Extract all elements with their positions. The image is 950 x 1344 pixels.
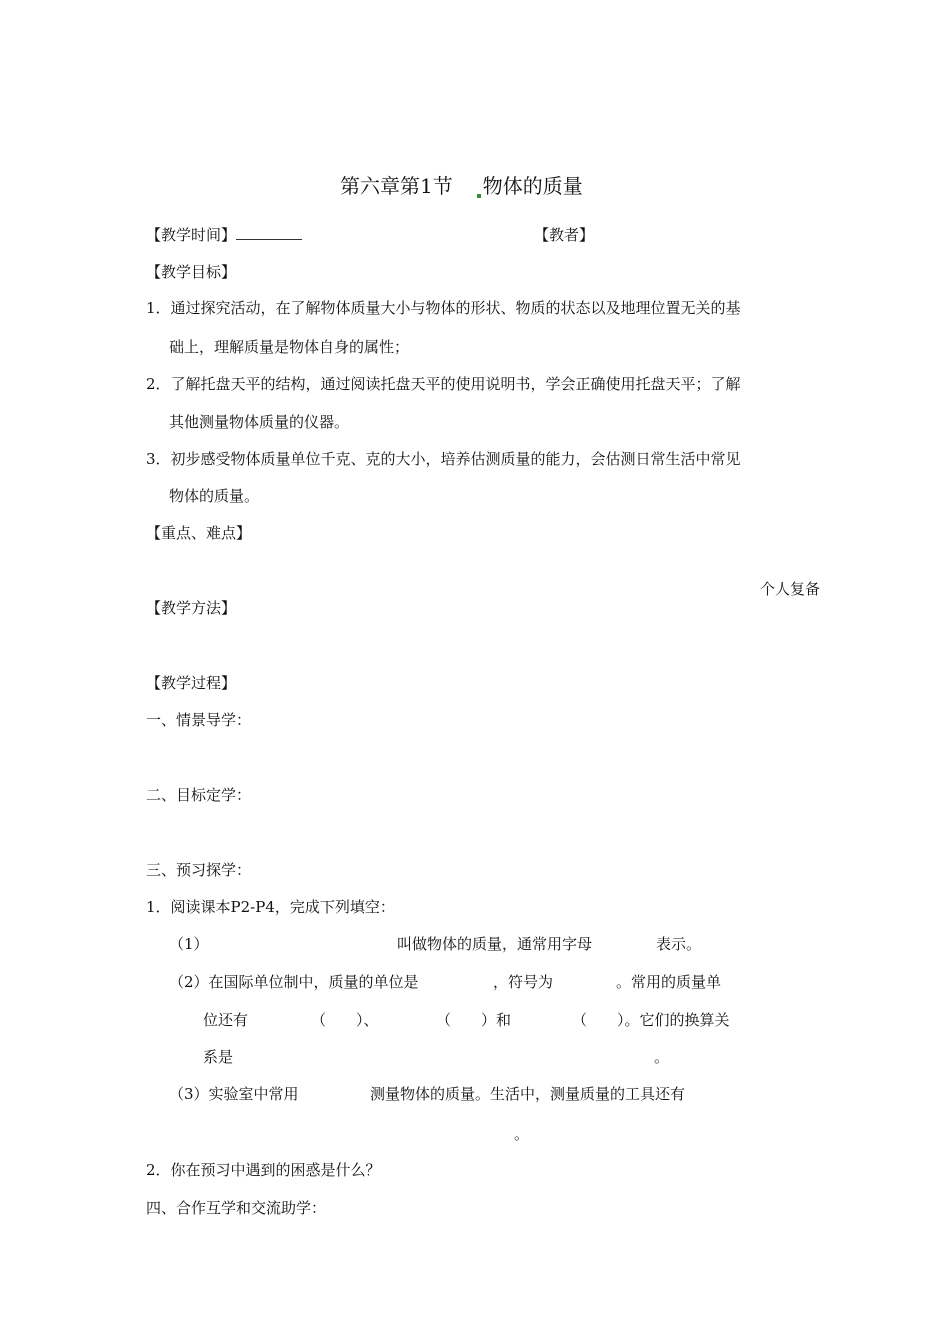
goal-2-line-2: 其他测量物体质量的仪器。 <box>169 413 350 431</box>
q1-2-text-g: （ ）。它们的换算关 <box>572 1011 730 1029</box>
goal-1-line-2: 础上，理解质量是物体自身的属性； <box>169 338 410 356</box>
goals-heading: 【教学目标】 <box>146 263 237 281</box>
q1-2-text-h: 系是 <box>203 1048 234 1066</box>
q1-1-prefix: （1） <box>169 935 209 953</box>
q1-2-text-d: 位还有 <box>203 1011 249 1029</box>
question-2: 2．你在预习中遇到的困惑是什么？ <box>146 1161 381 1179</box>
section-1: 一、情景导学： <box>146 711 252 729</box>
time-row <box>146 225 302 245</box>
time-label: 【教学时间】 <box>146 226 237 244</box>
question-1: 1．阅读课本P2-P4，完成下列填空： <box>146 898 395 916</box>
q1-3-text-a: （3）实验室中常用 <box>169 1085 299 1103</box>
title-chapter: 第六章第1节 <box>340 174 453 198</box>
q1-3-text-c: 。 <box>514 1125 530 1143</box>
side-note: 个人复备 <box>760 580 821 598</box>
goal-2-line-1: 2．了解托盘天平的结构，通过阅读托盘天平的使用说明书，学会正确使用托盘天平；了解 <box>146 375 741 393</box>
time-blank <box>236 225 302 240</box>
q1-3-text-b: 测量物体的质量。生活中，测量质量的工具还有 <box>370 1085 686 1103</box>
goal-3-line-1: 3．初步感受物体质量单位千克、克的大小，培养估测质量的能力，会估测日常生活中常见 <box>146 450 741 468</box>
q1-2-text-b: ，符号为 <box>493 973 554 991</box>
q1-2-text-c: 。常用的质量单 <box>616 973 722 991</box>
key-points-heading: 【重点、难点】 <box>146 524 252 542</box>
goal-1-line-1: 1．通过探究活动，在了解物体质量大小与物体的形状、物质的状态以及地理位置无关的基 <box>146 299 741 317</box>
teacher-label: 【教者】 <box>534 226 595 244</box>
title-topic: 物体的质量 <box>482 174 583 198</box>
page-title <box>340 172 583 200</box>
q1-2-text-i: 。 <box>654 1048 670 1066</box>
method-heading: 【教学方法】 <box>146 599 237 617</box>
q1-1-end: 表示。 <box>656 935 702 953</box>
q1-2-text-e: （ ）、 <box>311 1011 379 1029</box>
process-heading: 【教学过程】 <box>146 674 237 692</box>
q1-2-text-f: （ ）和 <box>436 1011 512 1029</box>
section-4: 四、合作互学和交流助学： <box>146 1199 327 1217</box>
q1-1-text: 叫做物体的质量，通常用字母 <box>397 935 593 953</box>
q1-2-text-a: （2）在国际单位制中，质量的单位是 <box>169 973 419 991</box>
goal-3-line-2: 物体的质量。 <box>169 487 260 505</box>
section-2: 二、目标定学： <box>146 786 252 804</box>
edit-mark-icon <box>477 194 481 198</box>
section-3: 三、预习探学： <box>146 861 252 879</box>
